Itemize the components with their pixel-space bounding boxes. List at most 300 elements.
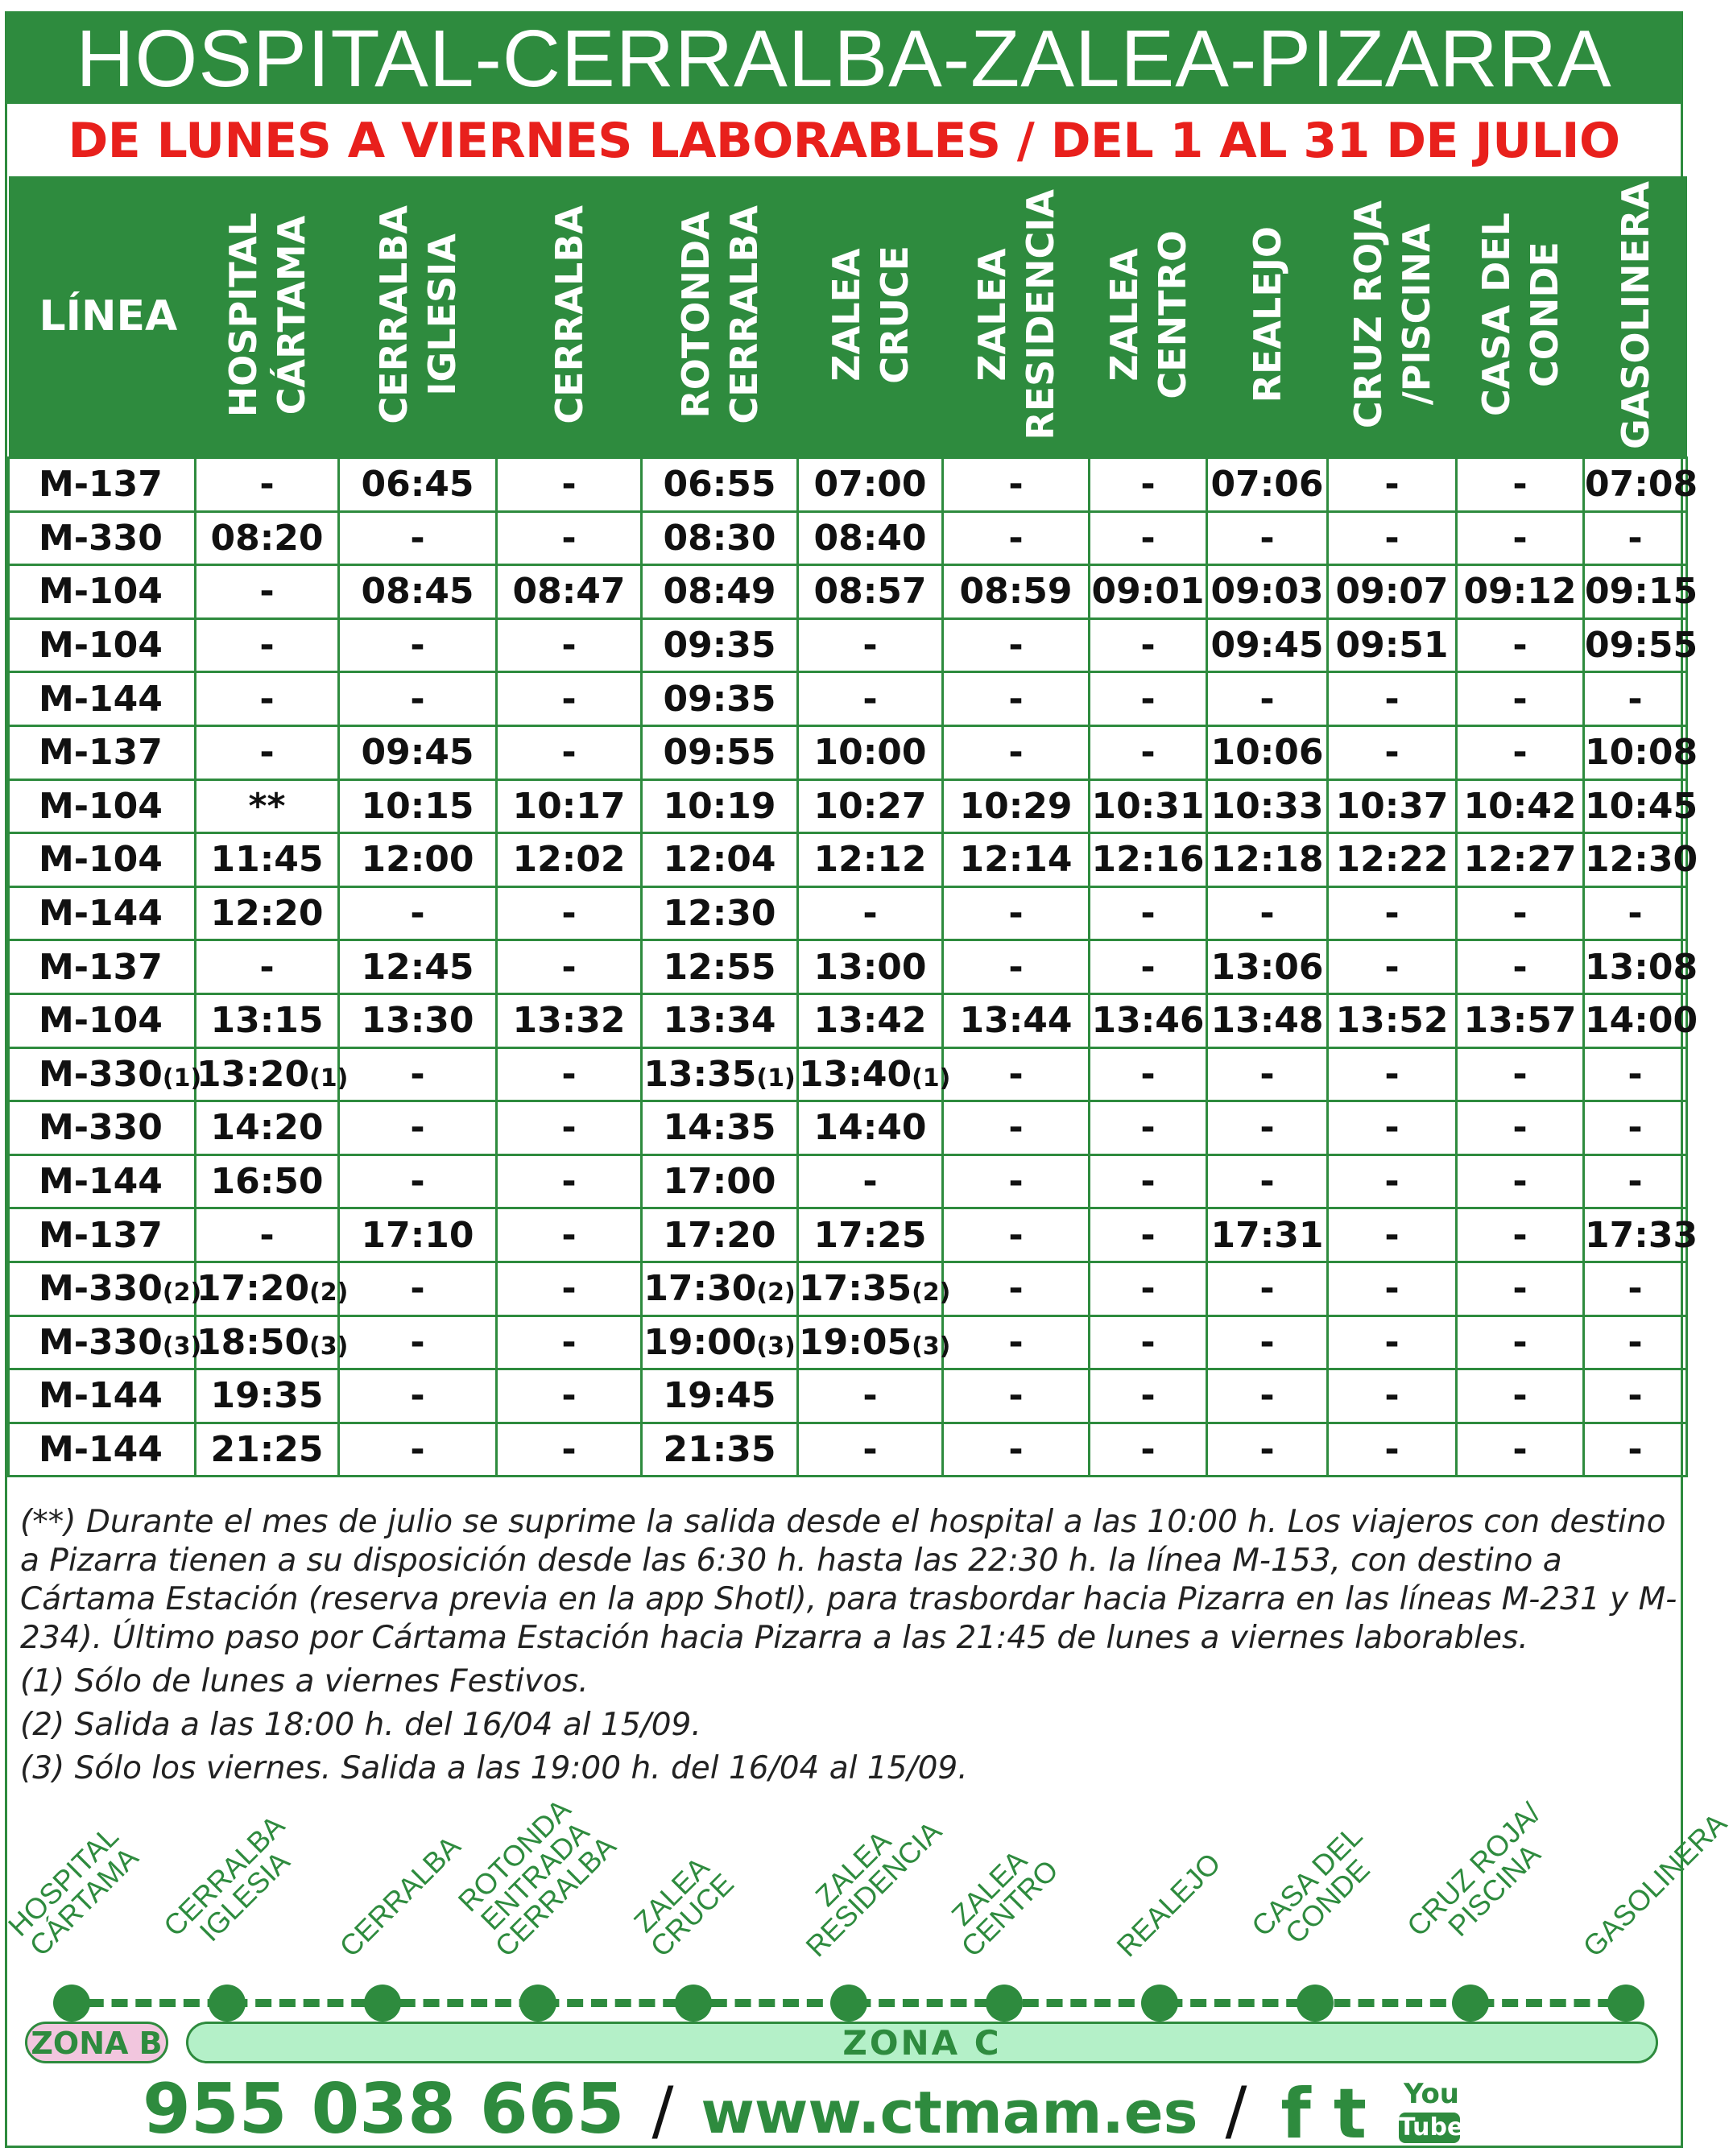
time-cell: 07:06 xyxy=(1207,458,1328,512)
time-cell: 19:35 xyxy=(196,1369,339,1423)
time-cell: 10:00 xyxy=(798,725,943,779)
stop-column-label: HOSPITAL CÁRTAMA xyxy=(221,212,313,418)
line-cell: M-144 xyxy=(9,886,196,940)
time-cell: - xyxy=(1328,1208,1457,1262)
stop-dot xyxy=(53,1985,90,2022)
time-cell: - xyxy=(1457,940,1584,994)
line-cell: M-144 xyxy=(9,1369,196,1423)
stop-column-label: ZALEA CENTRO xyxy=(1102,230,1194,399)
stop-column-label: CERRALBA IGLESIA xyxy=(371,205,464,424)
time-cell: - xyxy=(798,618,943,672)
line-column-header: LÍNEA xyxy=(9,176,196,458)
time-cell: 08:20 xyxy=(196,511,339,565)
time-cell: 13:34 xyxy=(642,993,798,1047)
stop-column-header xyxy=(196,176,339,458)
stop-column-header xyxy=(339,176,497,458)
time-cell: - xyxy=(497,1262,642,1315)
table-row xyxy=(9,993,1687,1047)
time-cell: 08:40 xyxy=(798,511,943,565)
stop-label: GASOLINERA xyxy=(1576,1806,1733,1964)
time-cell: 17:33 xyxy=(1584,1208,1687,1262)
time-cell: - xyxy=(798,672,943,726)
footnote-main: (**) Durante el mes de julio se suprime la salida desde el hospital a las 10:00 h. Los viajeros con destino a Pizarra tienen a su disposición desde las 6:30 h. hasta las 22:30 h. la línea M-153, con destino a Cártama Estación (reserva previa en la app Shotl), para trasbordar hacia Pizarra en las líneas M-231 y M-234). Último paso por Cártama Estación hacia Pizarra a las 21:45 de lunes a viernes laborables. xyxy=(20,1504,1677,1656)
time-cell: 07:08 xyxy=(1584,458,1687,512)
time-cell: 12:55 xyxy=(642,940,798,994)
stop-column-label: CRUZ ROJA /PISCINA xyxy=(1346,200,1438,429)
time-cell: - xyxy=(497,1154,642,1208)
line-cell: M-137 xyxy=(9,725,196,779)
youtube-icon[interactable] xyxy=(1398,2077,1464,2146)
time-cell: - xyxy=(1328,725,1457,779)
time-cell: - xyxy=(497,458,642,512)
time-cell: - xyxy=(1328,940,1457,994)
time-cell: - xyxy=(1328,458,1457,512)
time-cell: - xyxy=(1328,1262,1457,1315)
time-cell: - xyxy=(1584,511,1687,565)
time-cell: - xyxy=(497,1423,642,1477)
time-cell: - xyxy=(497,725,642,779)
line-cell: M-137 xyxy=(9,940,196,994)
time-cell: - xyxy=(943,1369,1090,1423)
time-cell: 09:03 xyxy=(1207,565,1328,619)
stop-column-label: GASOLINERA xyxy=(1613,180,1657,449)
stop-label: REALEJO xyxy=(1110,1846,1227,1964)
table-row xyxy=(9,618,1687,672)
time-cell: - xyxy=(943,1154,1090,1208)
stop-column-label: REALEJO xyxy=(1245,226,1289,403)
time-cell: - xyxy=(196,565,339,619)
time-cell: - xyxy=(1090,618,1207,672)
stop-label: CERRALBA xyxy=(333,1829,467,1964)
time-cell: 12:20 xyxy=(196,886,339,940)
stop-dot xyxy=(986,1985,1023,2022)
time-cell: 08:57 xyxy=(798,565,943,619)
time-cell: - xyxy=(798,1423,943,1477)
time-cell: - xyxy=(1457,618,1584,672)
time-cell: - xyxy=(1457,886,1584,940)
time-cell: 12:27 xyxy=(1457,833,1584,887)
phone-number[interactable]: 955 038 665 xyxy=(143,2069,625,2150)
time-cell: - xyxy=(497,1208,642,1262)
time-cell: - xyxy=(1090,672,1207,726)
facebook-icon[interactable]: f xyxy=(1280,2073,1311,2154)
time-cell: 19:05(3) xyxy=(798,1315,943,1369)
time-cell: - xyxy=(943,458,1090,512)
time-cell: - xyxy=(1584,886,1687,940)
time-cell: - xyxy=(497,672,642,726)
time-cell: - xyxy=(497,1047,642,1101)
time-cell: - xyxy=(196,458,339,512)
time-cell: 09:35 xyxy=(642,672,798,726)
footnote-2: (2) Salida a las 18:00 h. del 16/04 al 15/09. xyxy=(20,1707,701,1743)
table-row xyxy=(9,672,1687,726)
page-subtitle: DE LUNES A VIERNES LABORABLES / DEL 1 AL 31 DE JULIO xyxy=(68,113,1620,169)
time-cell: - xyxy=(798,1369,943,1423)
time-cell: - xyxy=(196,940,339,994)
time-cell: 17:25 xyxy=(798,1208,943,1262)
time-cell: 08:47 xyxy=(497,565,642,619)
time-cell: - xyxy=(497,1369,642,1423)
table-row xyxy=(9,1369,1687,1423)
time-cell: 08:45 xyxy=(339,565,497,619)
line-cell: M-104 xyxy=(9,565,196,619)
page-title: HOSPITAL-CERRALBA-ZALEA-PIZARRA xyxy=(7,14,1681,104)
time-cell: 09:15 xyxy=(1584,565,1687,619)
time-cell: - xyxy=(1584,1315,1687,1369)
time-cell: - xyxy=(497,618,642,672)
time-cell: 10:42 xyxy=(1457,779,1584,833)
time-cell: - xyxy=(1207,1101,1328,1155)
time-cell: - xyxy=(1090,940,1207,994)
time-cell: 09:45 xyxy=(339,725,497,779)
footnotes xyxy=(20,1503,1679,1788)
stop-column-label: ZALEA RESIDENCIA xyxy=(970,189,1062,440)
time-cell: - xyxy=(1328,672,1457,726)
time-cell: - xyxy=(497,1101,642,1155)
stop-dot xyxy=(675,1985,712,2022)
time-cell: - xyxy=(1584,1101,1687,1155)
time-cell: - xyxy=(1457,1101,1584,1155)
time-cell: - xyxy=(1328,1369,1457,1423)
time-cell: 10:19 xyxy=(642,779,798,833)
line-cell: M-144 xyxy=(9,1423,196,1477)
time-cell: 12:02 xyxy=(497,833,642,887)
time-cell: 10:37 xyxy=(1328,779,1457,833)
stop-label: CERRALBA IGLESIA xyxy=(156,1808,296,1948)
time-cell: 13:44 xyxy=(943,993,1090,1047)
stop-label: ZALEA CENTRO xyxy=(945,1843,1065,1964)
table-row xyxy=(9,1262,1687,1315)
time-cell: - xyxy=(1584,1154,1687,1208)
time-cell: - xyxy=(1207,1369,1328,1423)
time-cell: 09:07 xyxy=(1328,565,1457,619)
stop-column-header xyxy=(497,176,642,458)
table-row xyxy=(9,565,1687,619)
time-cell: 12:12 xyxy=(798,833,943,887)
website-link[interactable]: www.ctmam.es xyxy=(701,2079,1198,2146)
time-cell: 21:35 xyxy=(642,1423,798,1477)
time-cell: - xyxy=(943,618,1090,672)
time-cell: - xyxy=(339,618,497,672)
time-cell: - xyxy=(339,1154,497,1208)
stop-column-label: CASA DEL CONDE xyxy=(1474,213,1566,417)
stop-dot xyxy=(1141,1985,1178,2022)
time-cell: - xyxy=(497,1315,642,1369)
stop-column-label: ZALEA CRUCE xyxy=(824,246,916,384)
time-cell: 06:55 xyxy=(642,458,798,512)
contact-footer xyxy=(143,2069,1464,2154)
time-cell: 07:00 xyxy=(798,458,943,512)
stop-label: ZALEA RESIDENCIA xyxy=(799,1814,949,1964)
youtube-you-text: You xyxy=(1403,2077,1460,2110)
time-cell: - xyxy=(943,511,1090,565)
table-row xyxy=(9,833,1687,887)
timetable-header-row xyxy=(9,176,1687,458)
time-cell: - xyxy=(1090,1047,1207,1101)
stop-dot xyxy=(1452,1985,1489,2022)
twitter-icon[interactable]: t xyxy=(1333,2073,1367,2154)
time-cell: - xyxy=(196,672,339,726)
line-cell: M-330 xyxy=(9,511,196,565)
time-cell: - xyxy=(1207,886,1328,940)
time-cell: - xyxy=(1090,886,1207,940)
time-cell: - xyxy=(339,1047,497,1101)
time-cell: - xyxy=(1328,1423,1457,1477)
time-cell: - xyxy=(339,886,497,940)
time-cell: - xyxy=(943,725,1090,779)
time-cell: 10:31 xyxy=(1090,779,1207,833)
time-cell: 11:45 xyxy=(196,833,339,887)
stop-label: CASA DEL CONDE xyxy=(1244,1819,1376,1951)
line-cell: M-104 xyxy=(9,993,196,1047)
stop-column-label: ROTONDA CERRALBA xyxy=(673,205,766,424)
stop-dot xyxy=(519,1985,556,2022)
line-cell: M-330 xyxy=(9,1101,196,1155)
time-cell: 10:27 xyxy=(798,779,943,833)
time-cell: 10:29 xyxy=(943,779,1090,833)
time-cell: - xyxy=(1207,672,1328,726)
time-cell: - xyxy=(1207,1047,1328,1101)
time-cell: - xyxy=(943,1101,1090,1155)
time-cell: - xyxy=(339,1101,497,1155)
time-cell: 17:20(2) xyxy=(196,1262,339,1315)
time-cell: 13:30 xyxy=(339,993,497,1047)
stop-column-label: CERRALBA xyxy=(547,205,591,424)
stop-label: CRUZ ROJA/ PISCINA xyxy=(1400,1796,1547,1943)
time-cell: ** xyxy=(196,779,339,833)
time-cell: - xyxy=(1090,1154,1207,1208)
time-cell: 09:51 xyxy=(1328,618,1457,672)
time-cell: - xyxy=(1584,672,1687,726)
time-cell: - xyxy=(1207,1262,1328,1315)
time-cell: - xyxy=(339,672,497,726)
time-cell: - xyxy=(1090,725,1207,779)
time-cell: - xyxy=(943,672,1090,726)
line-cell: M-144 xyxy=(9,1154,196,1208)
time-cell: 09:55 xyxy=(1584,618,1687,672)
time-cell: - xyxy=(1457,1262,1584,1315)
stop-dot xyxy=(1297,1985,1334,2022)
table-row xyxy=(9,1208,1687,1262)
time-cell: - xyxy=(943,1262,1090,1315)
stop-label: ZALEA CRUCE xyxy=(627,1850,740,1964)
time-cell: - xyxy=(1090,1315,1207,1369)
time-cell: - xyxy=(1457,458,1584,512)
stop-dot xyxy=(364,1985,401,2022)
time-cell: 17:10 xyxy=(339,1208,497,1262)
time-cell: 09:12 xyxy=(1457,565,1584,619)
time-cell: - xyxy=(1328,1154,1457,1208)
time-cell: - xyxy=(943,1315,1090,1369)
line-cell: M-104 xyxy=(9,618,196,672)
table-row xyxy=(9,511,1687,565)
time-cell: 10:17 xyxy=(497,779,642,833)
time-cell: - xyxy=(1090,1423,1207,1477)
time-cell: - xyxy=(339,1423,497,1477)
time-cell: 13:52 xyxy=(1328,993,1457,1047)
time-cell: - xyxy=(1090,1208,1207,1262)
line-cell: M-144 xyxy=(9,672,196,726)
time-cell: 10:15 xyxy=(339,779,497,833)
time-cell: 06:45 xyxy=(339,458,497,512)
time-cell: 09:55 xyxy=(642,725,798,779)
time-cell: - xyxy=(798,886,943,940)
table-row xyxy=(9,725,1687,779)
time-cell: 19:00(3) xyxy=(642,1315,798,1369)
time-cell: - xyxy=(1328,1315,1457,1369)
time-cell: - xyxy=(1090,1262,1207,1315)
time-cell: 12:14 xyxy=(943,833,1090,887)
time-cell: 13:15 xyxy=(196,993,339,1047)
time-cell: - xyxy=(1457,725,1584,779)
time-cell: - xyxy=(1457,1208,1584,1262)
time-cell: 10:45 xyxy=(1584,779,1687,833)
time-cell: 13:48 xyxy=(1207,993,1328,1047)
time-cell: 17:20 xyxy=(642,1208,798,1262)
time-cell: - xyxy=(1584,1423,1687,1477)
time-cell: - xyxy=(339,1369,497,1423)
line-cell: M-330(3) xyxy=(9,1315,196,1369)
stop-column-header xyxy=(1457,176,1584,458)
time-cell: 13:32 xyxy=(497,993,642,1047)
stop-dot xyxy=(830,1985,867,2022)
time-cell: - xyxy=(943,1208,1090,1262)
time-cell: - xyxy=(1090,1369,1207,1423)
time-cell: - xyxy=(1207,1154,1328,1208)
time-cell: 08:30 xyxy=(642,511,798,565)
stop-column-header xyxy=(798,176,943,458)
time-cell: 19:45 xyxy=(642,1369,798,1423)
stop-column-header xyxy=(943,176,1090,458)
time-cell: - xyxy=(1207,1423,1328,1477)
time-cell: - xyxy=(339,1315,497,1369)
time-cell: 09:01 xyxy=(1090,565,1207,619)
zona-c-bar: ZONA C xyxy=(186,2022,1658,2063)
time-cell: - xyxy=(943,886,1090,940)
timetable xyxy=(7,176,1698,1477)
time-cell: - xyxy=(1328,886,1457,940)
time-cell: 10:06 xyxy=(1207,725,1328,779)
time-cell: 13:06 xyxy=(1207,940,1328,994)
line-cell: M-104 xyxy=(9,833,196,887)
table-row xyxy=(9,1423,1687,1477)
time-cell: - xyxy=(196,1208,339,1262)
time-cell: 13:40(1) xyxy=(798,1047,943,1101)
table-row xyxy=(9,886,1687,940)
separator: / xyxy=(651,2073,674,2148)
time-cell: - xyxy=(1457,511,1584,565)
stop-dot xyxy=(1607,1985,1644,2022)
stop-dot xyxy=(209,1985,246,2022)
time-cell: - xyxy=(1584,1262,1687,1315)
time-cell: 17:35(2) xyxy=(798,1262,943,1315)
time-cell: - xyxy=(943,940,1090,994)
table-row xyxy=(9,1101,1687,1155)
separator: / xyxy=(1225,2073,1247,2148)
time-cell: - xyxy=(1207,511,1328,565)
stop-label: HOSPITAL CÁRTAMA xyxy=(1,1819,145,1963)
time-cell: - xyxy=(1090,511,1207,565)
time-cell: - xyxy=(943,1047,1090,1101)
time-cell: 13:46 xyxy=(1090,993,1207,1047)
time-cell: 13:00 xyxy=(798,940,943,994)
time-cell: - xyxy=(497,940,642,994)
time-cell: 13:57 xyxy=(1457,993,1584,1047)
time-cell: 12:00 xyxy=(339,833,497,887)
time-cell: 12:30 xyxy=(642,886,798,940)
stop-column-header xyxy=(642,176,798,458)
time-cell: 10:08 xyxy=(1584,725,1687,779)
time-cell: 21:25 xyxy=(196,1423,339,1477)
table-row xyxy=(9,940,1687,994)
line-cell: M-137 xyxy=(9,1208,196,1262)
time-cell: 12:04 xyxy=(642,833,798,887)
time-cell: - xyxy=(1328,1047,1457,1101)
time-cell: 12:22 xyxy=(1328,833,1457,887)
footnote-1: (1) Sólo de lunes a viernes Festivos. xyxy=(20,1663,589,1700)
time-cell: 13:42 xyxy=(798,993,943,1047)
time-cell: - xyxy=(1457,1315,1584,1369)
stop-column-header xyxy=(1207,176,1328,458)
time-cell: 14:00 xyxy=(1584,993,1687,1047)
time-cell: - xyxy=(1328,511,1457,565)
time-cell: - xyxy=(1457,672,1584,726)
time-cell: - xyxy=(1584,1047,1687,1101)
time-cell: 09:35 xyxy=(642,618,798,672)
stop-column-header xyxy=(1090,176,1207,458)
time-cell: - xyxy=(1207,1315,1328,1369)
time-cell: - xyxy=(1457,1047,1584,1101)
time-cell: 12:16 xyxy=(1090,833,1207,887)
line-cell: M-330(1) xyxy=(9,1047,196,1101)
time-cell: 17:31 xyxy=(1207,1208,1328,1262)
time-cell: 14:40 xyxy=(798,1101,943,1155)
line-cell: M-104 xyxy=(9,779,196,833)
time-cell: 18:50(3) xyxy=(196,1315,339,1369)
route-diagram xyxy=(1,1792,1733,2034)
line-cell: M-137 xyxy=(9,458,196,512)
time-cell: 10:33 xyxy=(1207,779,1328,833)
time-cell: 08:59 xyxy=(943,565,1090,619)
time-cell: - xyxy=(1457,1154,1584,1208)
table-row xyxy=(9,1154,1687,1208)
time-cell: 12:18 xyxy=(1207,833,1328,887)
time-cell: - xyxy=(1328,1101,1457,1155)
time-cell: 14:35 xyxy=(642,1101,798,1155)
table-row xyxy=(9,458,1687,512)
time-cell: - xyxy=(798,1154,943,1208)
youtube-tube-text: Tube xyxy=(1398,2113,1464,2142)
zona-b-badge: ZONA B xyxy=(25,2022,168,2063)
table-row xyxy=(9,779,1687,833)
time-cell: - xyxy=(196,618,339,672)
time-cell: 13:08 xyxy=(1584,940,1687,994)
time-cell: 08:49 xyxy=(642,565,798,619)
time-cell: 17:30(2) xyxy=(642,1262,798,1315)
time-cell: 09:45 xyxy=(1207,618,1328,672)
table-row xyxy=(9,1047,1687,1101)
time-cell: 12:45 xyxy=(339,940,497,994)
time-cell: 16:50 xyxy=(196,1154,339,1208)
time-cell: 14:20 xyxy=(196,1101,339,1155)
line-cell: M-330(2) xyxy=(9,1262,196,1315)
time-cell: - xyxy=(1457,1369,1584,1423)
time-cell: - xyxy=(339,1262,497,1315)
time-cell: 13:20(1) xyxy=(196,1047,339,1101)
table-row xyxy=(9,1315,1687,1369)
time-cell: - xyxy=(1090,1101,1207,1155)
time-cell: - xyxy=(1584,1369,1687,1423)
